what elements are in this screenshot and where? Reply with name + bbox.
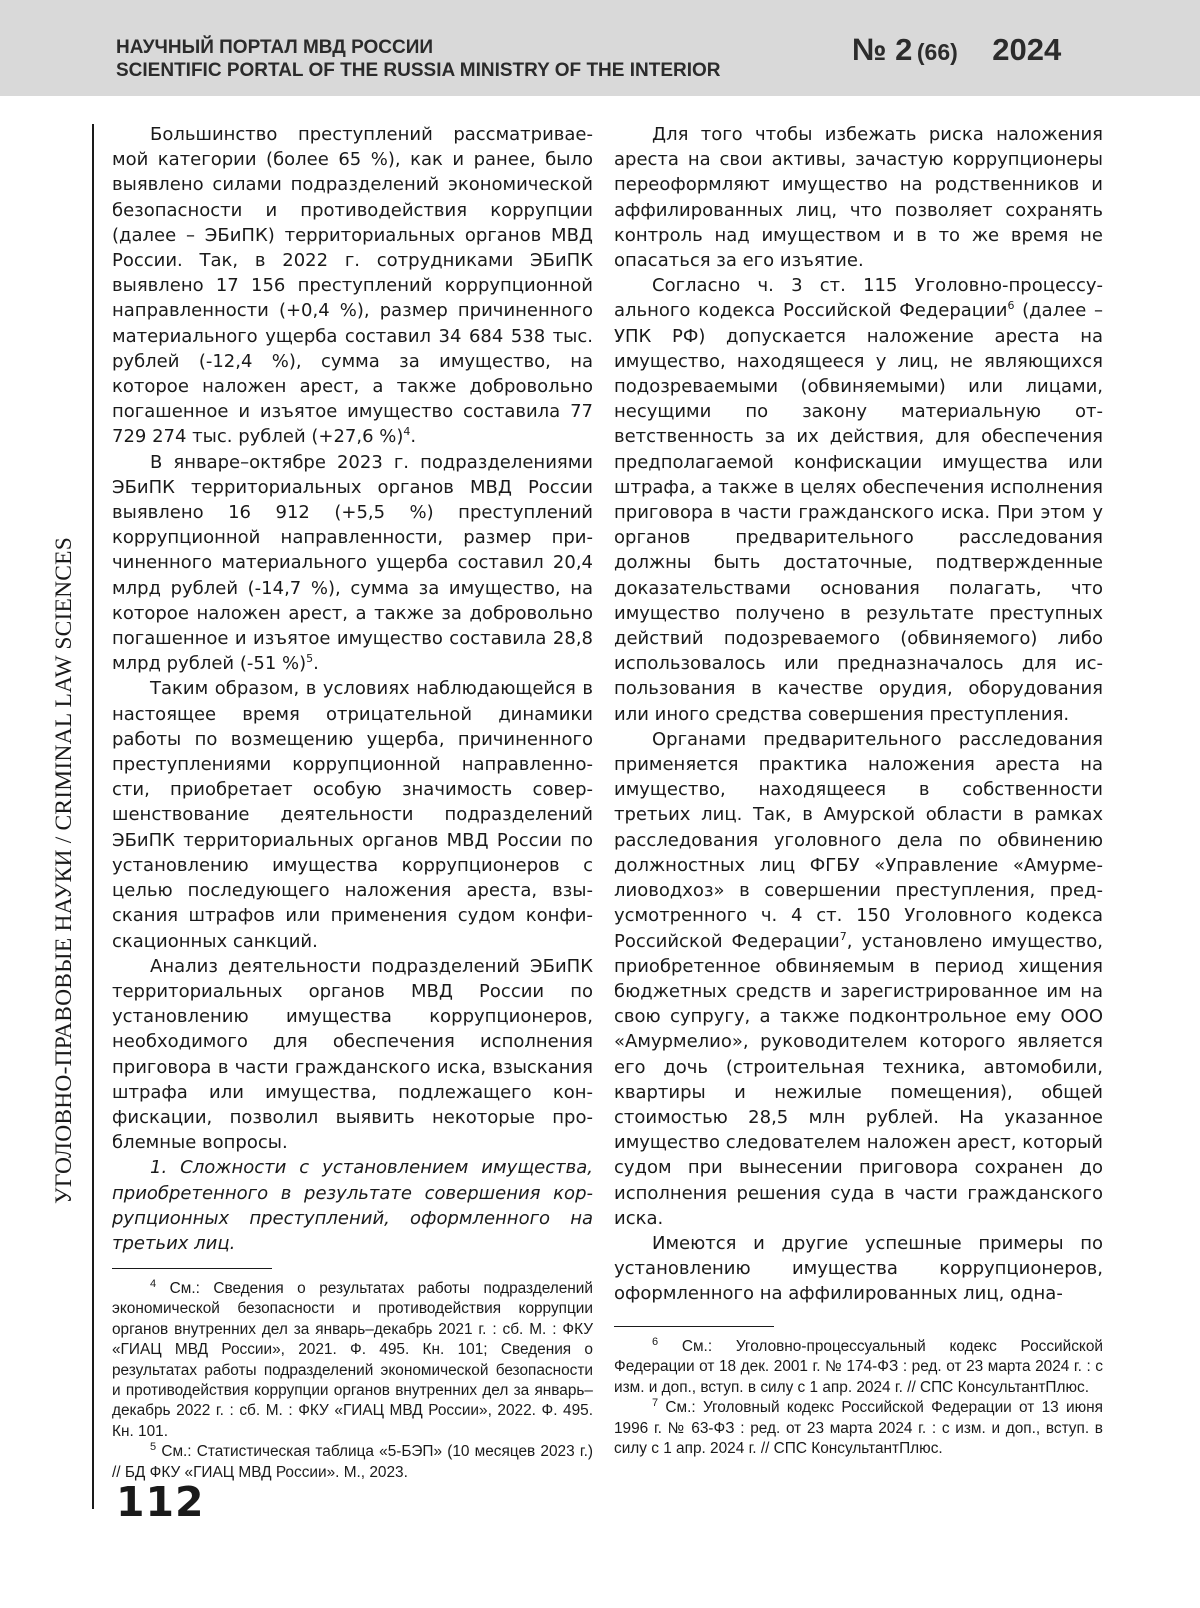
footnote-ref[interactable]: 6: [1007, 299, 1015, 313]
footnotes-left: [112, 1279, 593, 1483]
paragraph: Для того чтобы избежать риска наложения ареста на свои активы, зачастую коррупционеры переоформляют имущество на родственников и аффилированных лиц, что позволяет сохранять контроль над имуществом и в то же время не опасаться за его изъятие.: [614, 124, 1103, 272]
right-column: [614, 122, 1103, 1307]
paragraph: В январе–октябре 2023 г. подразделениями ЭБиПК территориальных органов МВД России выявлено 16 912 (+5,5 %) преступлений коррупционной направленности, размер причиненного материального ущерба составил 20,4 млрд рублей (-14,7 %), сумма за имущество, на которое наложен арест, а также за добровольно погашенное и изъятое имущество составила 28,8 млрд рублей (-51 %)$^5$.: [112, 451, 593, 675]
journal-title: [116, 36, 721, 82]
page-header: [0, 0, 1200, 96]
footnotes-right: [614, 1337, 1103, 1459]
paragraph: Органами предварительного расследования применяется практика наложения ареста на имущество, находящееся в собственности третьих лиц. Так, в Амурской области в рамках расследования уголовного дела по обвинению должностных лиц ФГБУ «Управление «Амурмелиоводхоз» в совершении преступления, предусмотренного ч. 4 ст. 150 Уголовного кодекса Российской Федерации$^7$, установлено имущество, приобретенное обвиняемым в период хищения бюджетных средств и зарегистрированное им на свою супругу, а также подконтрольное ему ООО «Амурмелио», руководителем которого является его дочь (строительная техника, автомобили, квартиры и нежилые помещения), общей стоимостью 28,5 млн рублей. На указанное имущество следователем наложен арест, который судом при вынесении приговора сохранен до исполнения решения суда в части гражданского иска.: [614, 728, 1103, 1229]
footnote: $^5$ См.: Статистическая таблица «5-БЭП» (10 месяцев 2023 г.) // БД ФКУ «ГИАЦ МВД России». М., 2023.: [112, 1441, 593, 1481]
footnote-ref[interactable]: 5: [306, 652, 314, 666]
footnote-rule: [112, 1268, 272, 1269]
issue-total-number: (66): [916, 39, 958, 65]
footnote: $^6$ См.: Уголовно-процессуальный кодекс Российской Федерации от 18 дек. 2001 г. № 174-ФЗ : ред. от 23 марта 2024 г. : с изм. и доп., вступ. в силу с 1 апр. 2024 г. // СПС КонсультантПлюс.: [614, 1335, 1103, 1396]
footnote: $^7$ См.: Уголовный кодекс Российской Федерации от 13 июня 1996 г. № 63-ФЗ : ред. от 23 марта 2024 г. : с изм. и доп., вступ. в силу с 1 апр. 2024 г. // СПС КонсультантПлюс.: [614, 1397, 1103, 1458]
paragraph: Имеются и другие успешные примеры по установлению имущества коррупционеров, оформленного на аффилированных лиц, одна-: [614, 1232, 1103, 1305]
issue-number: № 2: [852, 32, 913, 67]
paragraph: Большинство преступлений рассматриваемой категории (более 65 %), как и ранее, было выявлено силами подразделений экономической безопасности и противодействия коррупции (далее – ЭБиПК) территориальных органов МВД России. Так, в 2022 г. сотрудниками ЭБиПК выявлено 17 156 преступлений коррупционной направленности (+0,4 %), размер причиненного материального ущерба составил 34 684 538 тыс. рублей (-12,4 %), сумма за имущество, на которое наложен арест, а также добровольно погашенное и изъятое имущество составила 77 729 274 тыс. рублей (+27,6 %)$^4$.: [112, 124, 593, 448]
footnote-ref[interactable]: 4: [403, 425, 411, 439]
footnote: $^4$ См.: Сведения о результатах работы подразделений экономической безопасности и противодействия коррупции органов внутренних дел за январь–декабрь 2021 г. : сб. М. : ФКУ «ГИАЦ МВД России», 2021. Ф. 495. Кн. 101; Сведения о результатах работы подразделений экономической безопасности и противодействия коррупции органов внутренних дел за январь–декабрь 2022 г. : сб. М. : ФКУ «ГИАЦ МВД России», 2022. Ф. 495. Кн. 101.: [112, 1277, 593, 1440]
sidebar-rule: [92, 124, 94, 1509]
paragraph: Таким образом, в условиях наблюдающейся в настоящее время отрицательной динамики работы по возмещению ущерба, причиненного преступлениями коррупционной направленности, приобретает особую значимость совершенствование деятельности подразделений ЭБиПК территориальных органов МВД России по установлению имущества коррупционеров с целью последующего наложения ареста, взыскания штрафов или применения судом конфискационных санкций.: [112, 678, 593, 952]
paragraph: Анализ деятельности подразделений ЭБиПК территориальных органов МВД России по установлению имущества коррупционеров, необходимого для обеспечения исполнения приговора в части гражданского иска, взыскания штрафа или имущества, подлежащего конфискации, позволил выявить некоторые проблемные вопросы.: [112, 955, 593, 1154]
footnote-ref[interactable]: 7: [839, 929, 847, 943]
subheading-paragraph: 1. Сложности с установлением имущества, приобретенного в результате совершения коррупционных преступлений, оформленного на третьих лиц.: [112, 1157, 593, 1254]
section-sidebar: [44, 132, 84, 1608]
paragraph: Согласно ч. 3 ст. 115 Уголовно-процессуального кодекса Российской Федерации$^6$ (далее – УПК РФ) допускается наложение ареста на имущество, находящееся у лиц, не являющихся подозреваемыми (обвиняемыми) или лицами, несущими по закону материальную ответственность за их действия, для обеспечения предполагаемой конфискации имущества или штрафа, а также в целях обеспечения исполнения приговора в части гражданского иска. При этом у органов предварительного расследования должны быть достаточные, подтвержденные доказательствами основания полагать, что имущество получено в результате преступных действий подозреваемого (обвиняемого) либо использовалось или предназначалось для использования в качестве орудия, оборудования или иного средства совершения преступления.: [614, 275, 1103, 725]
issue-year: 2024: [992, 32, 1062, 67]
left-column: [112, 122, 593, 1256]
journal-title-ru: НАУЧНЫЙ ПОРТАЛ МВД РОССИИ: [116, 37, 434, 58]
footnote-rule: [614, 1326, 774, 1327]
issue-info: [852, 32, 1061, 68]
journal-title-en: SCIENTIFIC PORTAL OF THE RUSSIA MINISTRY OF THE INTERIOR: [116, 60, 721, 81]
section-title: УГОЛОВНО-ПРАВОВЫЕ НАУКИ / CRIMINAL LAW SCIENCES: [50, 536, 77, 1204]
page-number: 112: [116, 1478, 205, 1526]
